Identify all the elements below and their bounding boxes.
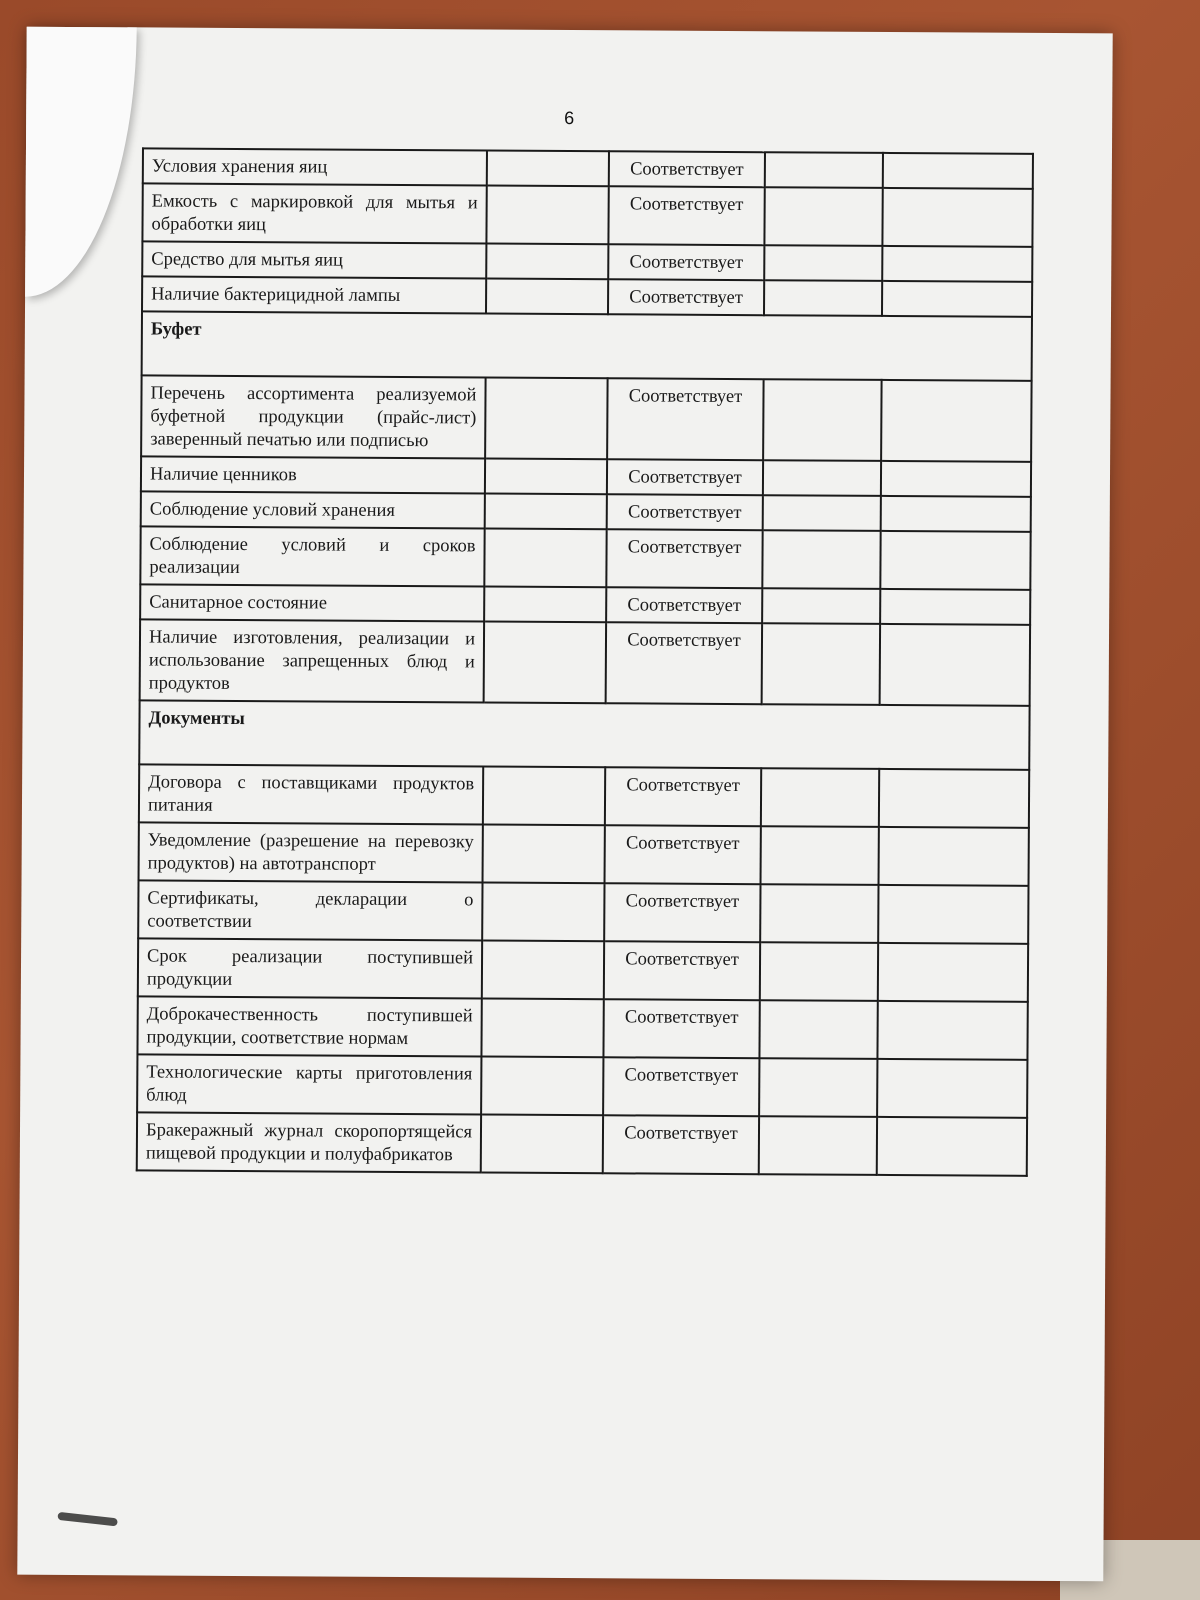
empty-cell xyxy=(765,152,883,188)
criterion-label: Соблюдение условий хранения xyxy=(141,491,485,528)
page-number: 6 xyxy=(564,107,575,129)
checklist-row xyxy=(138,880,1028,943)
checklist-row xyxy=(142,241,1032,281)
empty-cell xyxy=(879,827,1029,886)
compliance-status: Соответствует xyxy=(606,622,762,704)
checklist-row xyxy=(141,375,1031,461)
checklist-row xyxy=(142,276,1032,316)
empty-cell xyxy=(877,1117,1027,1176)
empty-cell xyxy=(764,245,882,281)
empty-cell xyxy=(481,998,603,1057)
inspection-checklist-table xyxy=(136,147,1034,1176)
empty-cell xyxy=(485,494,607,530)
compliance-status: Соответствует xyxy=(606,587,762,623)
checklist-row xyxy=(140,526,1030,589)
criterion-label: Доброкачественность поступившей продукции, соответствие нормам xyxy=(137,996,481,1056)
empty-cell xyxy=(483,824,605,883)
empty-cell xyxy=(877,1059,1027,1118)
checklist-row xyxy=(143,148,1033,188)
compliance-status: Соответствует xyxy=(608,244,764,280)
empty-cell xyxy=(880,531,1030,590)
checklist-row xyxy=(139,764,1029,827)
compliance-status: Соответствует xyxy=(608,279,764,315)
compliance-status: Соответствует xyxy=(604,883,760,942)
empty-cell xyxy=(486,279,608,315)
empty-cell xyxy=(762,623,880,705)
criterion-label: Сертификаты, декларации о соответствии xyxy=(138,880,482,940)
checklist-row xyxy=(141,491,1031,531)
empty-cell xyxy=(486,244,608,280)
compliance-status: Соответствует xyxy=(605,825,761,884)
criterion-label: Бракеражный журнал скоропортящейся пищевой продукции и полуфабрикатов xyxy=(137,1112,481,1172)
empty-cell xyxy=(763,379,881,461)
compliance-status: Соответствует xyxy=(604,941,760,1000)
checklist-row xyxy=(142,183,1032,246)
compliance-status: Соответствует xyxy=(607,494,763,530)
criterion-label: Срок реализации поступившей продукции xyxy=(138,938,482,998)
checklist-body xyxy=(137,148,1033,1175)
criterion-label: Наличие бактерицидной лампы xyxy=(142,276,486,313)
compliance-status: Соответствует xyxy=(608,186,764,245)
criterion-label: Наличие изготовления, реализации и использование запрещенных блюд и продуктов xyxy=(140,619,484,702)
criterion-label: Договора с поставщиками продуктов питания xyxy=(139,764,483,824)
criterion-label: Соблюдение условий и сроков реализации xyxy=(140,526,484,586)
compliance-status: Соответствует xyxy=(603,1115,759,1174)
empty-cell xyxy=(882,281,1032,317)
empty-cell xyxy=(759,1116,877,1175)
empty-cell xyxy=(759,1000,877,1059)
empty-cell xyxy=(879,769,1029,828)
empty-cell xyxy=(485,378,607,460)
compliance-status: Соответствует xyxy=(607,378,763,460)
empty-cell xyxy=(486,186,608,245)
empty-cell xyxy=(880,589,1030,625)
checklist-row xyxy=(137,996,1027,1059)
checklist-row xyxy=(140,619,1030,705)
empty-cell xyxy=(761,768,879,827)
empty-cell xyxy=(882,188,1032,247)
empty-cell xyxy=(761,826,879,885)
empty-cell xyxy=(760,884,878,943)
folded-page-corner xyxy=(25,27,137,298)
criterion-label: Технологические карты приготовления блюд xyxy=(137,1054,481,1114)
empty-cell xyxy=(762,530,880,589)
empty-cell xyxy=(762,588,880,624)
section-title: Буфет xyxy=(142,311,1032,380)
empty-cell xyxy=(880,624,1030,706)
criterion-label: Уведомление (разрешение на перевозку продуктов) на автотранспорт xyxy=(139,822,483,882)
checklist-row xyxy=(138,938,1028,1001)
empty-cell xyxy=(482,940,604,999)
empty-cell xyxy=(763,495,881,531)
criterion-label: Санитарное состояние xyxy=(140,584,484,621)
empty-cell xyxy=(487,151,609,187)
compliance-status: Соответствует xyxy=(603,1057,759,1116)
empty-cell xyxy=(484,529,606,588)
criterion-label: Перечень ассортимента реализуемой буфетной продукции (прайс-лист) заверенный печатью или подписью xyxy=(141,375,485,458)
empty-cell xyxy=(877,1001,1027,1060)
section-title: Документы xyxy=(139,700,1029,769)
document-page xyxy=(17,27,1112,1582)
empty-cell xyxy=(759,1058,877,1117)
empty-cell xyxy=(881,380,1031,462)
empty-cell xyxy=(763,460,881,496)
checklist-row xyxy=(139,822,1029,885)
compliance-status: Соответствует xyxy=(609,151,765,187)
ink-mark xyxy=(57,1512,118,1527)
empty-cell xyxy=(878,943,1028,1002)
empty-cell xyxy=(485,459,607,495)
empty-cell xyxy=(484,622,606,704)
section-header-row xyxy=(142,311,1032,380)
criterion-label: Средство для мытья яиц xyxy=(142,241,486,278)
empty-cell xyxy=(881,461,1031,497)
criterion-label: Условия хранения яиц xyxy=(143,148,487,185)
checklist-row xyxy=(141,456,1031,496)
empty-cell xyxy=(481,1114,603,1173)
empty-cell xyxy=(764,280,882,316)
empty-cell xyxy=(883,153,1033,189)
empty-cell xyxy=(882,246,1032,282)
criterion-label: Емкость с маркировкой для мытья и обработки яиц xyxy=(142,183,486,243)
compliance-status: Соответствует xyxy=(603,999,759,1058)
compliance-status: Соответствует xyxy=(605,767,761,826)
compliance-status: Соответствует xyxy=(607,459,763,495)
empty-cell xyxy=(481,1056,603,1115)
empty-cell xyxy=(878,885,1028,944)
empty-cell xyxy=(760,942,878,1001)
empty-cell xyxy=(881,496,1031,532)
checklist-row xyxy=(137,1054,1027,1117)
section-header-row xyxy=(139,700,1029,769)
empty-cell xyxy=(483,766,605,825)
empty-cell xyxy=(484,587,606,623)
checklist-row xyxy=(137,1112,1027,1175)
checklist-row xyxy=(140,584,1030,624)
empty-cell xyxy=(482,882,604,941)
compliance-status: Соответствует xyxy=(606,529,762,588)
empty-cell xyxy=(764,187,882,246)
criterion-label: Наличие ценников xyxy=(141,456,485,493)
